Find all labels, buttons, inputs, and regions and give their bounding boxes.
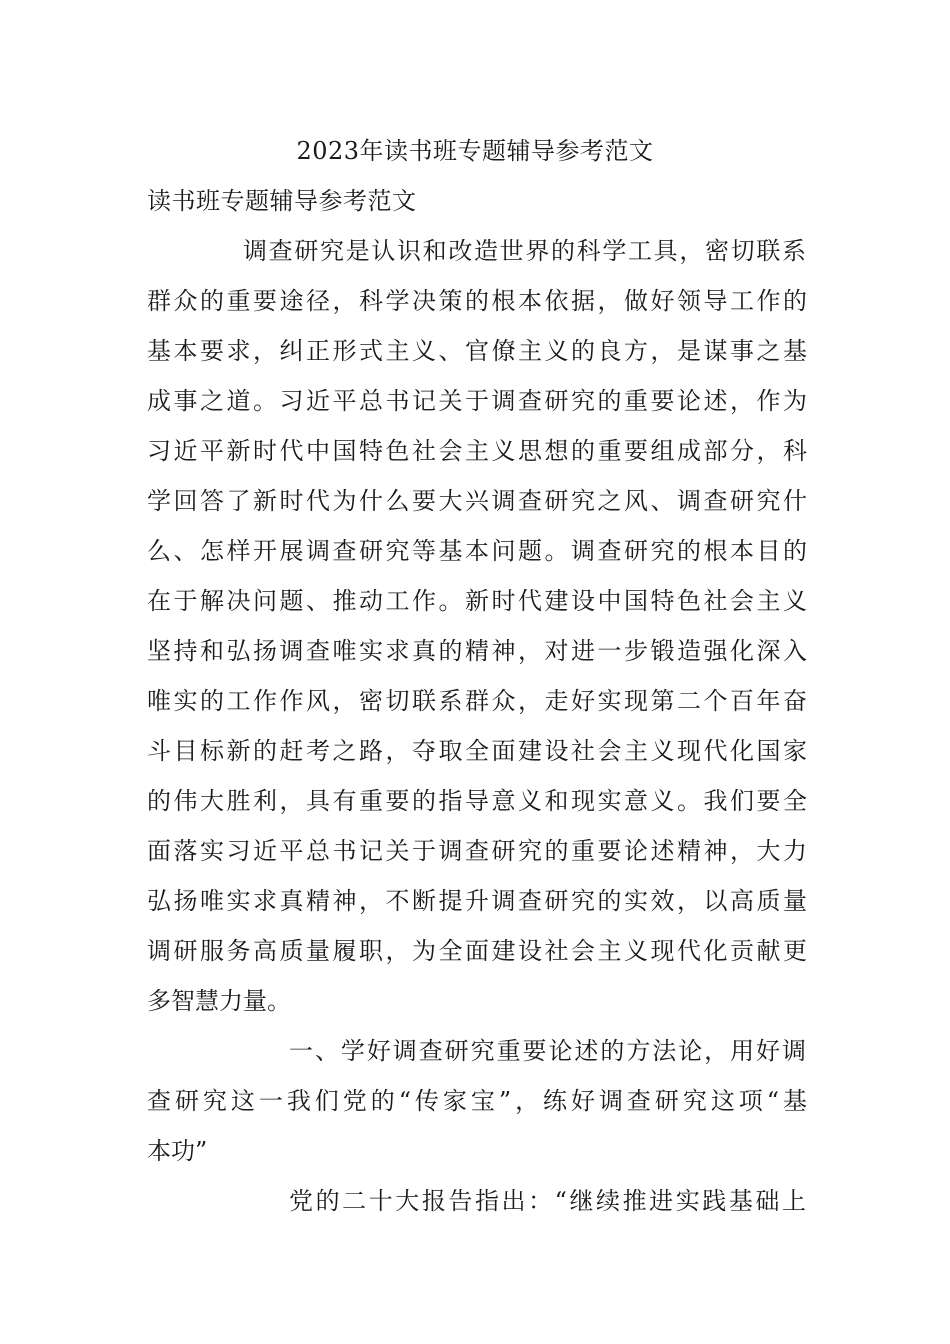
paragraph-line: 唯实的工作作风，密切联系群众，走好实现第二个百年奋 [147,687,807,715]
paragraph-line: 基本要求，纠正形式主义、官僚主义的良方，是谋事之基 [147,337,807,365]
paragraph-line: 弘扬唯实求真精神，不断提升调查研究的实效，以高质量 [147,887,807,915]
document-title: 2023年读书班专题辅导参考范文 [296,137,654,165]
paragraph-line: 党的二十大报告指出：“继续推进实践基础上 [289,1187,806,1215]
paragraph-line: 面落实习近平总书记关于调查研究的重要论述精神，大力 [147,837,807,865]
paragraph-line: 群众的重要途径，科学决策的根本依据，做好领导工作的 [147,287,807,315]
paragraph-line: 坚持和弘扬调查唯实求真的精神，对进一步锻造强化深入 [147,637,807,665]
section-heading-line: 一、学好调查研究重要论述的方法论，用好调 [289,1037,806,1065]
paragraph-line: 调研服务高质量履职，为全面建设社会主义现代化贡献更 [147,937,807,965]
paragraph-line: 多智慧力量。 [147,987,291,1015]
paragraph-line: 的伟大胜利，具有重要的指导意义和现实意义。我们要全 [147,787,807,815]
section-heading-line: 查研究这一我们党的“传家宝”，练好调查研究这项“基 [147,1087,807,1115]
section-heading-line: 本功” [147,1137,208,1165]
paragraph-line: 斗目标新的赶考之路，夺取全面建设社会主义现代化国家 [147,737,807,765]
document-subtitle: 读书班专题辅导参考范文 [147,187,417,215]
paragraph-line: 成事之道。习近平总书记关于调查研究的重要论述，作为 [147,387,807,415]
paragraph-line: 么、怎样开展调查研究等基本问题。调查研究的根本目的 [147,537,807,565]
paragraph-line: 调查研究是认识和改造世界的科学工具，密切联系 [243,237,806,265]
paragraph-line: 学回答了新时代为什么要大兴调查研究之风、调查研究什 [147,487,807,515]
paragraph-line: 在于解决问题、推动工作。新时代建设中国特色社会主义 [147,587,807,615]
paragraph-line: 习近平新时代中国特色社会主义思想的重要组成部分，科 [147,437,807,465]
